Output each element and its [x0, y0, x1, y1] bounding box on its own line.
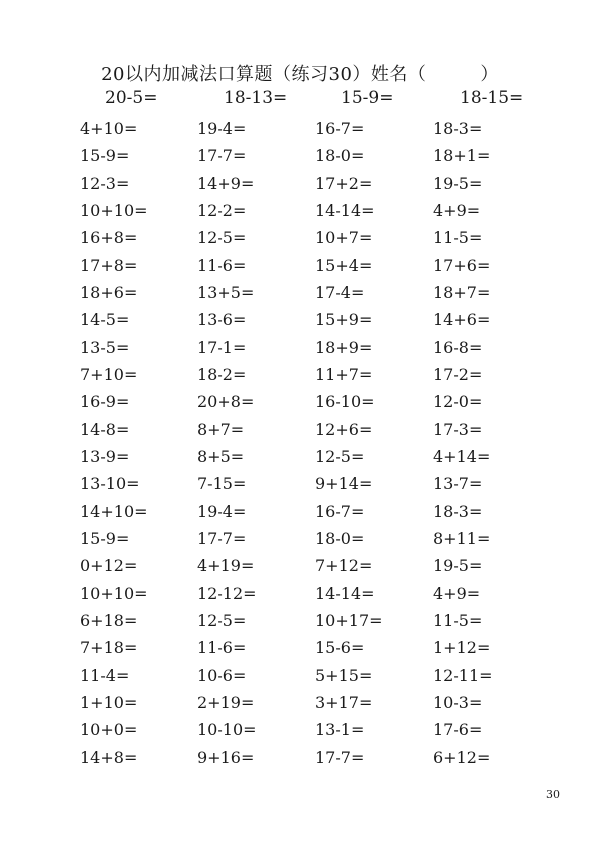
- problem: 10+7=: [315, 228, 373, 248]
- problem: 13+5=: [197, 282, 255, 302]
- problem: 10-6=: [197, 665, 247, 685]
- problem: 18+1=: [433, 146, 491, 166]
- problem: 12-3=: [80, 173, 130, 193]
- problem: 10+17=: [315, 610, 383, 630]
- problem: 20+8=: [197, 392, 255, 412]
- problem: 19-5=: [433, 556, 483, 576]
- problem: 10+10=: [80, 200, 148, 220]
- problem: 8+7=: [197, 419, 245, 439]
- problem: 18-2=: [197, 364, 247, 384]
- problem: 13-7=: [433, 474, 483, 494]
- title-close-paren: ）: [480, 64, 499, 85]
- problem: 15-6=: [315, 638, 365, 658]
- problem: 4+14=: [433, 446, 491, 466]
- problem: 13-9=: [80, 446, 130, 466]
- problem: 12-12=: [197, 583, 257, 603]
- problem: 17+8=: [80, 255, 138, 275]
- problem-row: [0, 689, 600, 716]
- problem-row: [0, 224, 600, 251]
- problem-row: [0, 334, 600, 361]
- problem: 16-8=: [433, 337, 483, 357]
- problem: 19-5=: [433, 173, 483, 193]
- problem-row: [0, 306, 600, 333]
- problem: 15-9=: [80, 528, 130, 548]
- problem: 12-11=: [433, 665, 493, 685]
- problem: 17+2=: [315, 173, 373, 193]
- problem: 4+9=: [433, 200, 481, 220]
- problem: 12-5=: [197, 610, 247, 630]
- problem-row: [0, 498, 600, 525]
- problem: 13-5=: [80, 337, 130, 357]
- problem: 10-10=: [197, 720, 257, 740]
- problem-row: [0, 115, 600, 142]
- problem: 14-5=: [80, 310, 130, 330]
- problem-row: [0, 716, 600, 743]
- problem: 0+12=: [80, 556, 138, 576]
- problem: 8+5=: [197, 446, 245, 466]
- problem: 4+9=: [433, 583, 481, 603]
- problem: 10+10=: [80, 583, 148, 603]
- problem: 13-1=: [315, 720, 365, 740]
- problem: 14+9=: [197, 173, 255, 193]
- problem: 10+0=: [80, 720, 138, 740]
- problem-row: [0, 580, 600, 607]
- problem: 14+8=: [80, 747, 138, 767]
- problem-row: [0, 634, 600, 661]
- problem-row: [0, 470, 600, 497]
- problem: 16+8=: [80, 228, 138, 248]
- problem: 17-1=: [197, 337, 247, 357]
- problem: 12-5=: [315, 446, 365, 466]
- problem: 14+10=: [80, 501, 148, 521]
- problem: 7+10=: [80, 364, 138, 384]
- problem: 15-9=: [341, 88, 394, 108]
- problem: 4+19=: [197, 556, 255, 576]
- problem: 16-9=: [80, 392, 130, 412]
- problem: 2+19=: [197, 692, 255, 712]
- problem-row: [0, 443, 600, 470]
- problem: 6+18=: [80, 610, 138, 630]
- problem: 5+15=: [315, 665, 373, 685]
- problem: 7+12=: [315, 556, 373, 576]
- problem: 15+4=: [315, 255, 373, 275]
- problem: 18-0=: [315, 528, 365, 548]
- problem: 19-4=: [197, 501, 247, 521]
- problem: 1+10=: [80, 692, 138, 712]
- problem: 13-6=: [197, 310, 247, 330]
- problem: 8+11=: [433, 528, 491, 548]
- problem: 16-10=: [315, 392, 375, 412]
- problem: 14-14=: [315, 200, 375, 220]
- problem: 3+17=: [315, 692, 373, 712]
- problem-row: [0, 170, 600, 197]
- problem: 16-7=: [315, 119, 365, 138]
- worksheet-title: [0, 60, 600, 86]
- problem: 18-3=: [433, 119, 483, 138]
- problem: 18-15=: [460, 88, 524, 108]
- problem-row: [0, 388, 600, 415]
- problem-row: [0, 525, 600, 552]
- problem: 6+12=: [433, 747, 491, 767]
- problem: 11-5=: [433, 228, 483, 248]
- problem: 14+6=: [433, 310, 491, 330]
- problem-row: [0, 552, 600, 579]
- problem: 18-3=: [433, 501, 483, 521]
- problem: 18-13=: [224, 88, 288, 108]
- first-problem-row: [0, 88, 600, 112]
- problem: 12-2=: [197, 200, 247, 220]
- problem: 11-6=: [197, 255, 247, 275]
- problem: 17-4=: [315, 282, 365, 302]
- problem: 11-5=: [433, 610, 483, 630]
- page-number: 30: [546, 788, 560, 801]
- problem: 18-0=: [315, 146, 365, 166]
- problem: 17-6=: [433, 720, 483, 740]
- problem: 17-7=: [315, 747, 365, 767]
- problem: 18+7=: [433, 282, 491, 302]
- problem: 17+6=: [433, 255, 491, 275]
- problem: 13-10=: [80, 474, 140, 494]
- problem: 16-7=: [315, 501, 365, 521]
- problem: 20-5=: [105, 88, 158, 108]
- problem-row: [0, 416, 600, 443]
- problem: 11+7=: [315, 364, 373, 384]
- problem: 17-2=: [433, 364, 483, 384]
- problem: 7-15=: [197, 474, 247, 494]
- problem-row: [0, 662, 600, 689]
- problem: 9+14=: [315, 474, 373, 494]
- problem: 18+9=: [315, 337, 373, 357]
- problem-row: [0, 252, 600, 279]
- problem: 11-4=: [80, 665, 130, 685]
- problem-row: [0, 142, 600, 169]
- problem: 12+6=: [315, 419, 373, 439]
- problem: 11-6=: [197, 638, 247, 658]
- problem: 17-7=: [197, 528, 247, 548]
- problem: 14-14=: [315, 583, 375, 603]
- problem: 17-7=: [197, 146, 247, 166]
- problem: 9+16=: [197, 747, 255, 767]
- problem-row: [0, 744, 600, 771]
- problem: 15-9=: [80, 146, 130, 166]
- problem-row: [0, 197, 600, 224]
- problem: 12-5=: [197, 228, 247, 248]
- problem: 10-3=: [433, 692, 483, 712]
- problem: 7+18=: [80, 638, 138, 658]
- problem: 19-4=: [197, 119, 247, 138]
- problem: 4+10=: [80, 119, 138, 138]
- problem: 15+9=: [315, 310, 373, 330]
- problem-row: [0, 361, 600, 388]
- problem: 12-0=: [433, 392, 483, 412]
- problem: 14-8=: [80, 419, 130, 439]
- problem: 17-3=: [433, 419, 483, 439]
- problem: 1+12=: [433, 638, 491, 658]
- problem-row: [0, 279, 600, 306]
- problem: 18+6=: [80, 282, 138, 302]
- title-text: 20以内加减法口算题（练习30）姓名（: [101, 64, 427, 85]
- problem-grid: [0, 115, 600, 771]
- problem-row: [0, 607, 600, 634]
